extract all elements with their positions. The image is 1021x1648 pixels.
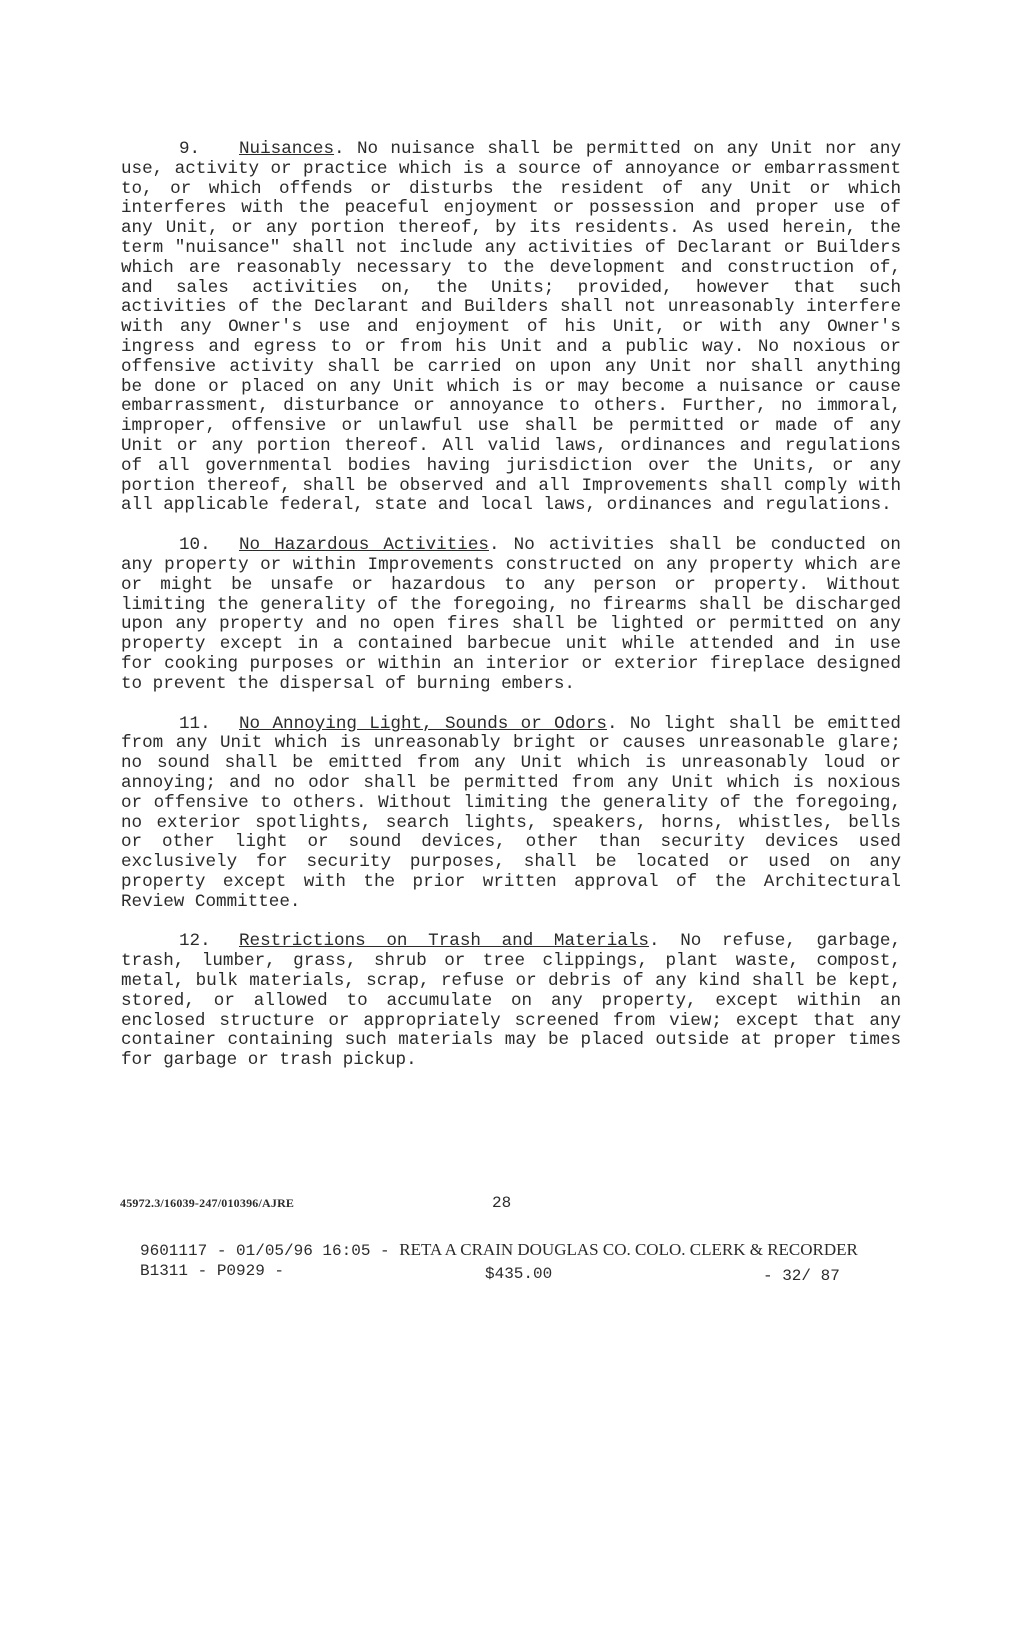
paragraph-annoying-light bbox=[121, 715, 901, 913]
paragraph-heading: Restrictions on Trash and Materials bbox=[239, 931, 649, 952]
recorder-name: RETA A CRAIN DOUGLAS CO. COLO. CLERK & RECORDER bbox=[399, 1240, 858, 1259]
page-count: - 32/ 87 bbox=[763, 1267, 840, 1285]
paragraph-text: . No nuisance shall be permitted on any Unit nor any use, activity or practice which is a source of annoyance or embarrassment to, or which offends or disturbs the resident of any Unit or which interferes with the peaceful enjoyment or possession and proper use of any Unit, or any portion thereof, by its residents. As used herein, the term "nuisance" shall not include any activities of Declarant or Builders which are reasonably necessary to the development and construction of, and sales activities on, the Units; provided, however that such activities of the Declarant and Builders shall not unreasonably interfere with any Owner's use and enjoyment of his Unit, or with any Owner's ingress and egress to or from his Unit and a public way. No noxious or offensive activity shall be carried on upon any Unit nor shall anything be done or placed on any Unit which is or may become a nuisance or cause embarrassment, disturbance or annoyance to others. Further, no immoral, improper, offensive or unlawful use shall be permitted or made of any Unit or any portion thereof. All valid laws, ordinances and regulations of all governmental bodies having jurisdiction over the Units, or any portion thereof, shall be observed and all Improvements shall comply with all applicable federal, state and local laws, ordinances and regulations. bbox=[121, 139, 901, 516]
paragraph-text: . No light shall be emitted from any Unit which is unreasonably bright or causes unreasonable glare; no sound shall be emitted from any Unit which is unreasonably loud or annoying; and no odor shall be permitted from any Unit which is noxious or offensive to others. Without limiting the generality of the foregoing, no exterior spotlights, search lights, speakers, horns, whistles, bells or other light or sound devices, other than security devices used exclusively for security purposes, shall be located or used on any property except with the prior written approval of the Architectural Review Committee. bbox=[121, 713, 901, 912]
document-body bbox=[121, 140, 901, 1091]
paragraph-text: . No activities shall be conducted on any property or within Improvements constructed on any property which are or might be unsafe or hazardous to any person or property. Without limiting the generality of the foregoing, no firearms shall be discharged upon any property and no open fires shall be lighted or permitted on any property except in a contained barbecue unit while attended and in use for cooking purposes or within an interior or exterior fireplace designed to prevent the dispersal of burning embers. bbox=[121, 535, 901, 694]
book-page-reference: B1311 - P0929 - bbox=[140, 1262, 285, 1280]
paragraph-hazardous-activities bbox=[121, 536, 901, 694]
recorder-stamp bbox=[140, 1240, 880, 1300]
paragraph-number: 10. bbox=[179, 535, 211, 556]
document-id: 45972.3/16039-247/010396/AJRE bbox=[120, 1196, 295, 1210]
page-number: 28 bbox=[492, 1194, 512, 1212]
paragraph-heading: No Hazardous Activities bbox=[239, 535, 489, 556]
paragraph-trash-materials bbox=[121, 932, 901, 1071]
paragraph-number: 11. bbox=[179, 713, 211, 734]
paragraph-heading: No Annoying Light, Sounds or Odors bbox=[239, 713, 607, 734]
recording-fee: $435.00 bbox=[485, 1265, 553, 1283]
paragraph-number: 9. bbox=[179, 139, 201, 159]
paragraph-text: . No refuse, garbage, trash, lumber, grass, shrub or tree clippings, plant waste, compost, metal, bulk materials, scrap, refuse or debris of any kind shall be kept, stored, or allowed to accumulate on any property, except within an enclosed structure or appropriately screened from view; except that any container containing such materials may be placed outside at proper times for garbage or trash pickup. bbox=[121, 931, 902, 1071]
paragraph-heading: Nuisances bbox=[239, 139, 335, 159]
paragraph-nuisances bbox=[121, 140, 901, 516]
recorder-line-1 bbox=[140, 1240, 858, 1261]
reception-number: 9601117 - 01/05/96 16:05 - bbox=[140, 1242, 390, 1260]
paragraph-number: 12. bbox=[179, 931, 211, 952]
